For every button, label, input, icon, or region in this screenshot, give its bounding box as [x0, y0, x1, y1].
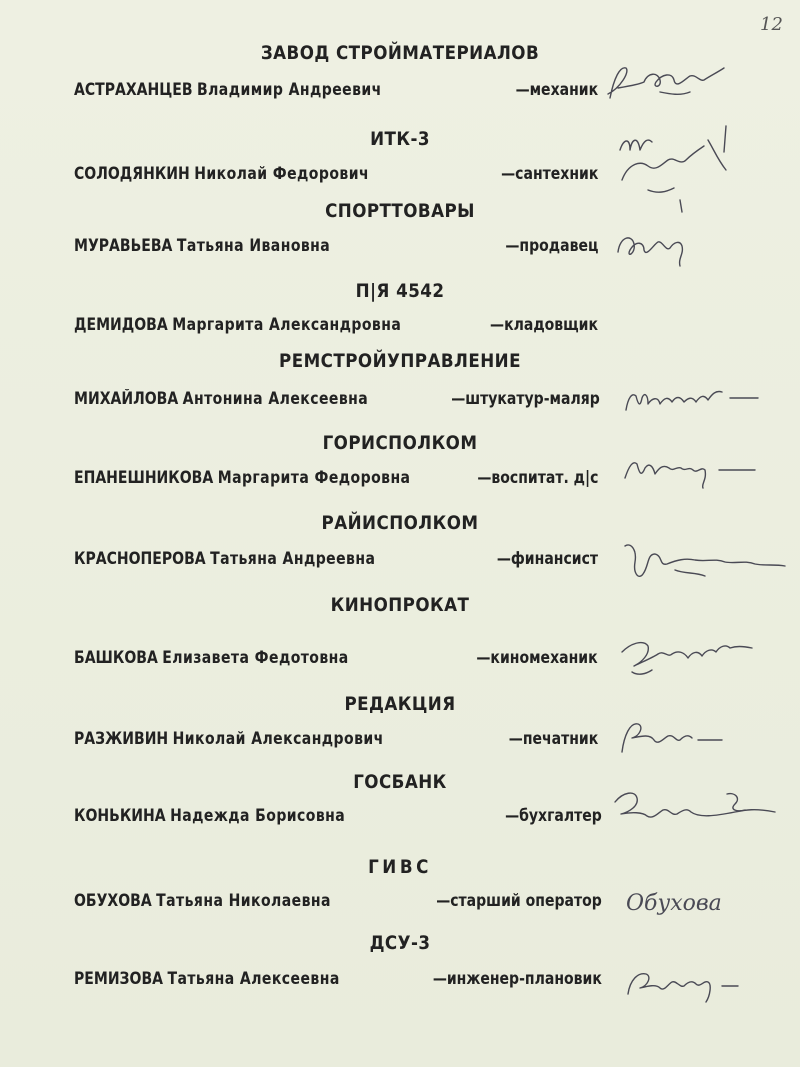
person-surname: ОБУХОВА [74, 891, 152, 910]
org-heading: ДСУ-3 [369, 932, 431, 954]
person-given-name: Николай Федорович [194, 164, 370, 183]
signature-mikhaylova [618, 380, 768, 420]
person-surname: МУРАВЬЕВА [74, 236, 173, 255]
person-given-name: Маргарита Федоровна [217, 468, 411, 487]
person-role: —старший оператор [436, 891, 602, 910]
org-heading: СПОРТТОВАРЫ [325, 200, 475, 222]
person-role: —воспитат. д|с [476, 468, 598, 487]
person-name [74, 389, 368, 408]
person-name [74, 969, 340, 988]
signature-epaneshnikova [615, 448, 765, 492]
org-heading: ИТК-3 [370, 128, 430, 150]
person-name [74, 468, 410, 487]
person-name [74, 806, 345, 825]
org-heading: КИНОПРОКАТ [330, 594, 470, 616]
org-heading: П|Я 4542 [355, 280, 445, 302]
person-surname: КРАСНОПЕРОВА [74, 549, 206, 568]
person-surname: ДЕМИДОВА [74, 315, 168, 334]
person-role: —киномеханик [476, 648, 598, 667]
person-name [74, 729, 384, 748]
signature-solodyankin [608, 120, 748, 220]
person-surname: БАШКОВА [74, 648, 158, 667]
signature-konkina [605, 782, 780, 838]
person-given-name: Надежда Борисовна [170, 806, 346, 825]
person-role: —бухгалтер [505, 806, 602, 825]
person-given-name: Николай Александрович [172, 729, 384, 748]
person-name [74, 164, 369, 183]
person-given-name: Татьяна Ивановна [176, 236, 331, 255]
person-role: —кладовщик [490, 315, 598, 334]
person-given-name: Татьяна Андреевна [210, 549, 376, 568]
org-heading: ГИВС [368, 856, 432, 878]
signature-muravyeva [608, 222, 698, 272]
signature-obukhova-text: Обухова [626, 891, 722, 916]
org-heading: ГОСБАНК [353, 771, 447, 793]
person-role: —продавец [505, 236, 598, 255]
person-surname: ЕПАНЕШНИКОВА [74, 468, 214, 487]
person-given-name: Маргарита Александровна [172, 315, 402, 334]
signature-razzhivin [612, 712, 732, 762]
person-surname: АСТРАХАНЦЕВ [74, 80, 193, 99]
page-number: 12 [760, 14, 783, 35]
person-surname: КОНЬКИНА [74, 806, 166, 825]
person-given-name: Владимир Андреевич [196, 80, 382, 99]
org-heading: ЗАВОД СТРОЙМАТЕРИАЛОВ [260, 42, 540, 64]
signature-obukhova [620, 876, 770, 926]
person-role: —инженер-плановик [432, 969, 602, 988]
person-role: —печатник [508, 729, 598, 748]
person-given-name: Татьяна Николаевна [156, 891, 331, 910]
person-given-name: Елизавета Федотовна [162, 648, 349, 667]
person-name [74, 648, 349, 667]
signature-remizova [618, 960, 758, 1010]
org-heading: РАЙИСПОЛКОМ [321, 512, 479, 534]
person-given-name: Антонина Алексеевна [182, 389, 369, 408]
person-name [74, 315, 401, 334]
person-name [74, 549, 375, 568]
org-heading: РЕМСТРОЙУПРАВЛЕНИЕ [279, 350, 521, 372]
person-name [74, 891, 331, 910]
person-name [74, 236, 330, 255]
person-surname: РАЗЖИВИН [74, 729, 169, 748]
person-surname: СОЛОДЯНКИН [74, 164, 190, 183]
signature-bashkova [612, 632, 772, 682]
person-name [74, 80, 382, 99]
signature-astrakhantsev [600, 58, 750, 118]
org-heading: РЕДАКЦИЯ [344, 693, 456, 715]
person-role: —финансист [496, 549, 598, 568]
person-role: —штукатур-маляр [451, 389, 600, 408]
person-role: —сантехник [500, 164, 598, 183]
person-surname: МИХАЙЛОВА [74, 389, 179, 408]
person-surname: РЕМИЗОВА [74, 969, 163, 988]
org-heading: ГОРИСПОЛКОМ [322, 432, 478, 454]
person-role: —механик [515, 80, 598, 99]
signature-krasnoperova [615, 530, 790, 594]
person-given-name: Татьяна Алексеевна [167, 969, 340, 988]
